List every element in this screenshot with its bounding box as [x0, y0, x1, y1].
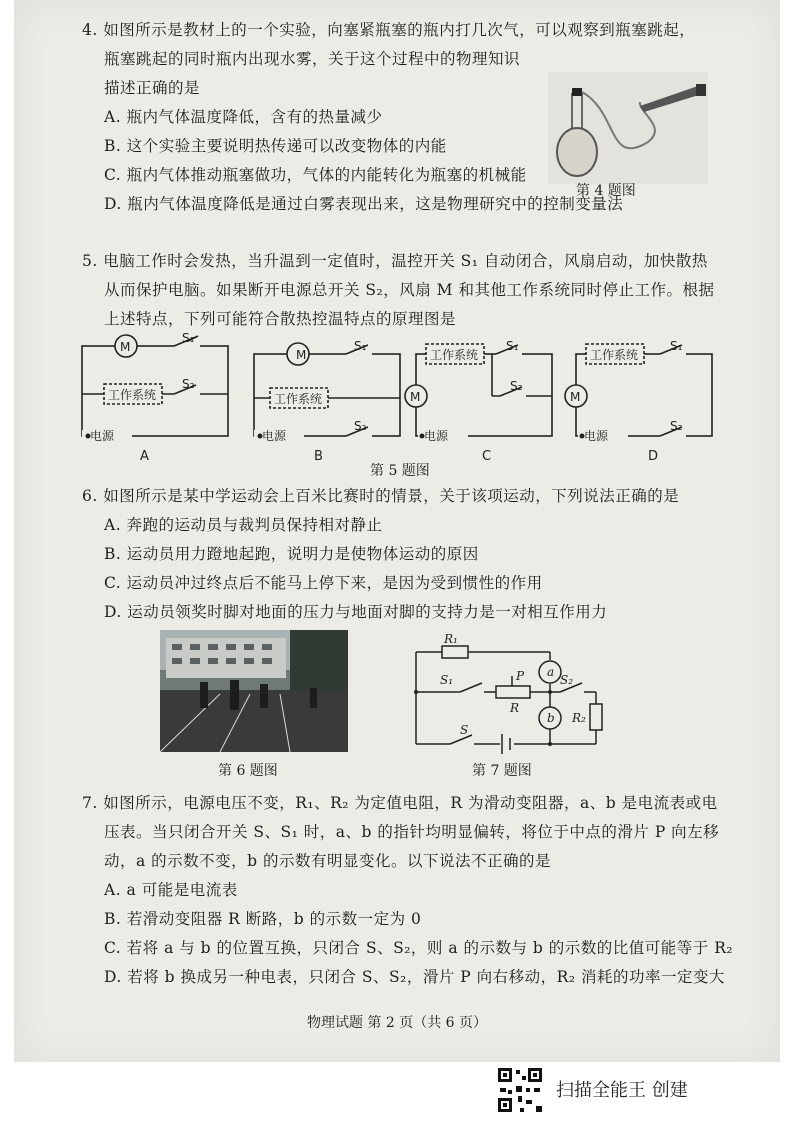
q5-line-2: 从而保护电脑。如果断开电源总开关 S₂，风扇 M 和其他工作系统同时停止工作。根据 [104, 281, 715, 299]
q7-circuit-diagram [400, 632, 610, 754]
q7-line-1: 7. 如图所示，电源电压不变，R₁、R₂ 为定值电阻，R 为滑动变阻器，a、b 是电流表或电 [82, 794, 718, 812]
q4-option-a: A. 瓶内气体温度降低，含有的热量减少 [104, 108, 383, 126]
q4-option-b: B. 这个实验主要说明热传递可以改变物体的内能 [104, 137, 447, 155]
c-s1-label: S₁ [506, 339, 519, 353]
d-system-label: 工作系统 [590, 348, 639, 362]
q7-option-c: C. 若将 a 与 b 的位置互换，只闭合 S、S₂，则 a 的示数与 b 的示数的比值可能等于 R₂ [104, 939, 734, 957]
option-label-c: C [482, 449, 492, 464]
q7-s2-label: S₂ [560, 673, 574, 687]
q7-option-a: A. a 可能是电流表 [104, 881, 238, 899]
q5-line-1: 5. 电脑工作时会发热，当升温到一定值时，温控开关 S₁ 自动闭合，风扇启动，加快散热 [82, 252, 708, 270]
circuit-c [405, 344, 552, 442]
q6-option-c: C. 运动员冲过终点后不能马上停下来，是因为受到惯性的作用 [104, 574, 543, 592]
qr-code-icon [496, 1066, 544, 1114]
option-label-d: D [648, 449, 659, 464]
q4-line-1: 4. 如图所示是教材上的一个实验，向塞紧瓶塞的瓶内打几次气，可以观察到瓶塞跳起， [82, 21, 696, 39]
a-power-label: 电源 [90, 429, 115, 443]
scanner-watermark: 扫描全能王 创建 [556, 1080, 688, 1101]
d-s2-label: S₂ [670, 419, 683, 433]
q4-line-2: 瓶塞跳起的同时瓶内出现水雾，关于这个过程中的物理知识 [104, 50, 521, 68]
q7-r-label: R [510, 701, 520, 715]
q7-line-2: 压表。当只闭合开关 S、S₁ 时，a、b 的指针均明显偏转，将位于中点的滑片 P 向左移 [104, 823, 720, 841]
a-s1-label: S₁ [182, 332, 195, 345]
question-5 [82, 247, 715, 334]
q6-option-d: D. 运动员领奖时脚对地面的压力与地面对脚的支持力是一对相互作用力 [104, 603, 608, 621]
q5-figure-caption: 第 5 题图 [370, 463, 430, 479]
q7-option-b: B. 若滑动变阻器 R 断路，b 的示数一定为 0 [104, 910, 422, 928]
q4-figure-caption: 第 4 题图 [576, 183, 636, 199]
q6-line-1: 6. 如图所示是某中学运动会上百米比赛时的情景，关于该项运动，下列说法正确的是 [82, 487, 680, 505]
q7-r1-label: R₁ [444, 632, 458, 646]
q6-figure-caption: 第 6 题图 [218, 763, 278, 779]
a-s2-label: S₂ [182, 377, 195, 391]
a-system-label: 工作系统 [108, 388, 157, 402]
q5-circuit-diagrams [78, 332, 718, 468]
bottle-experiment-figure [548, 72, 708, 184]
race-photo [160, 630, 348, 752]
b-s1-label: S₁ [354, 339, 367, 353]
q4-option-c: C. 瓶内气体推动瓶塞做功，气体的内能转化为瓶塞的机械能 [104, 166, 527, 184]
q5-line-3: 上述特点，下列可能符合散热控温特点的原理图是 [104, 310, 457, 328]
q4-option-d: D. 瓶内气体温度降低是通过白雾表现出来，这是物理研究中的控制变量法 [104, 195, 624, 213]
c-system-label: 工作系统 [430, 348, 479, 362]
d-s1-label: S₁ [670, 339, 683, 353]
c-power-label: 电源 [424, 429, 449, 443]
d-motor-label: M [570, 390, 581, 404]
q7-line-3: 动，a 的示数不变，b 的示数有明显变化。以下说法不正确的是 [104, 852, 552, 870]
q7-option-d: D. 若将 b 换成另一种电表，只闭合 S、S₂，滑片 P 向右移动，R₂ 消耗的功率一定变大 [104, 968, 725, 986]
question-6 [82, 482, 679, 627]
q4-line-3: 描述正确的是 [104, 79, 201, 97]
q7-s-label: S [460, 723, 469, 737]
q7-p-label: P [516, 669, 525, 683]
c-s2-label: S₂ [510, 379, 523, 393]
option-label-a: A [140, 449, 149, 464]
q6-option-b: B. 运动员用力蹬地起跑，说明力是使物体运动的原因 [104, 545, 479, 563]
q7-s1-label: S₁ [440, 673, 454, 687]
option-label-b: B [314, 449, 323, 464]
b-motor-label: M [296, 348, 307, 362]
page-footer: 物理试题 第 2 页（共 6 页） [306, 1015, 488, 1031]
q6-option-a: A. 奔跑的运动员与裁判员保持相对静止 [104, 516, 383, 534]
circuit-d [565, 344, 712, 442]
c-motor-label: M [410, 390, 421, 404]
q7-b-meter-label: b [547, 711, 555, 725]
d-power-label: 电源 [584, 429, 609, 443]
b-s2-label: S₂ [354, 419, 367, 433]
b-system-label: 工作系统 [274, 392, 323, 406]
q7-a-meter-label: a [547, 665, 555, 679]
b-power-label: 电源 [262, 429, 287, 443]
question-7 [82, 789, 733, 992]
q7-figure-caption: 第 7 题图 [472, 763, 532, 779]
q7-r2-label: R₂ [572, 711, 586, 725]
a-motor-label: M [120, 340, 131, 354]
